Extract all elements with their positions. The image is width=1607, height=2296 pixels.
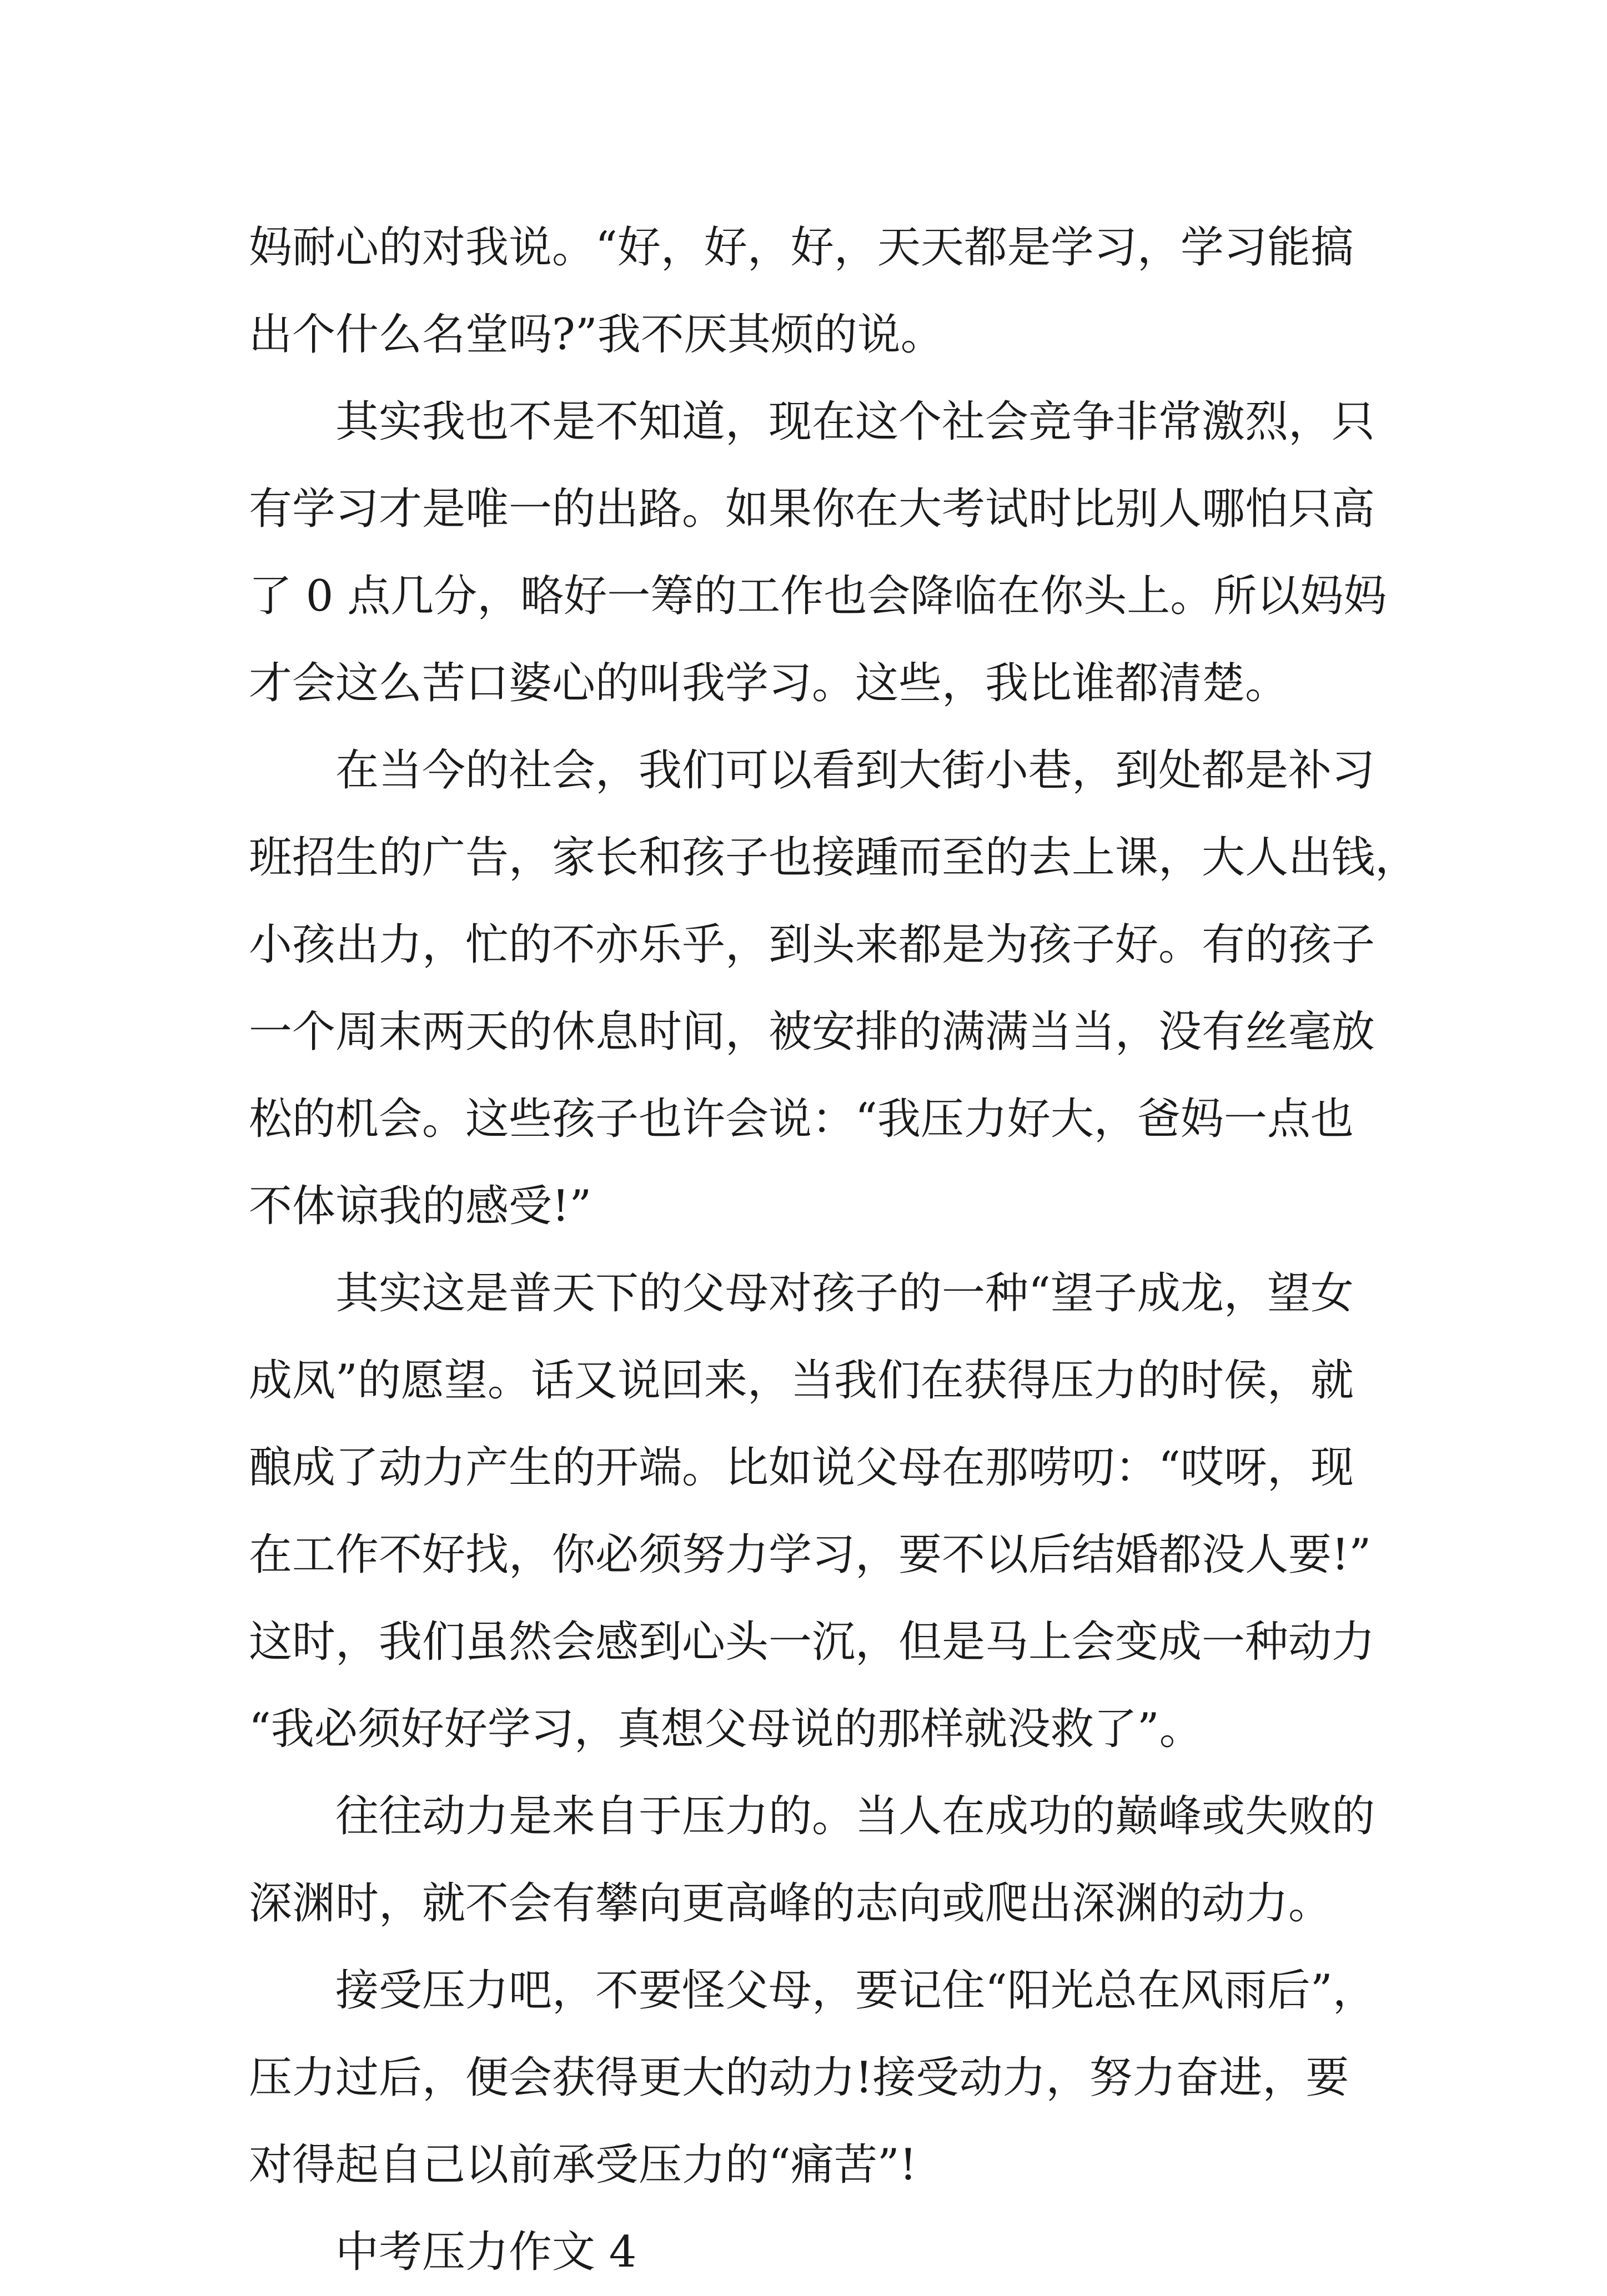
- text-line: 成凤”的愿望。话又说回来，当我们在获得压力的时侯，就: [249, 1356, 1354, 1406]
- essay-body: [249, 204, 1419, 2296]
- text-line: 在工作不好找，你必须努力学习，要不以后结婚都没人要!”: [249, 1530, 1372, 1580]
- text-line: 出个什么名堂吗?”我不厌其烦的说。: [249, 310, 944, 360]
- paragraph-start-line: 往往动力是来自于压力的。当人在成功的巅峰或失败的: [335, 1791, 1375, 1841]
- text-line: 酿成了动力产生的开端。比如说父母在那唠叨：“哎呀，现: [249, 1443, 1354, 1493]
- paragraph-start-line: 接受压力吧，不要怪父母，要记住“阳光总在风雨后”，: [335, 1966, 1376, 2016]
- text-line: 不体谅我的感受!”: [249, 1181, 592, 1231]
- text-line: 有学习才是唯一的出路。如果你在大考试时比别人哪怕只高: [249, 484, 1375, 534]
- text-line: 深渊时，就不会有攀向更高峰的志向或爬出深渊的动力。: [249, 1879, 1332, 1929]
- text-line: 松的机会。这些孩子也许会说：“我压力好大，爸妈一点也: [249, 1094, 1354, 1144]
- text-line: 对得起自己以前承受压力的“痛苦”!: [249, 2140, 917, 2190]
- paragraph-start-line: 其实这是普天下的父母对孩子的一种“望子成龙，望女: [335, 1268, 1354, 1318]
- text-line: 小孩出力，忙的不亦乐乎，到头来都是为孩子好。有的孩子: [249, 920, 1375, 970]
- text-line: 妈耐心的对我说。“好，好，好，天天都是学习，学习能搞: [249, 223, 1354, 273]
- text-line: 才会这么苦口婆心的叫我学习。这些，我比谁都清楚。: [249, 658, 1289, 708]
- text-line: 一个周末两天的休息时间，被安排的满满当当，没有丝毫放: [249, 1007, 1375, 1057]
- section-heading: 中考压力作文 4: [335, 2227, 637, 2277]
- paragraph-start-line: 在当今的社会，我们可以看到大街小巷，到处都是补习: [335, 746, 1375, 795]
- text-line: 这时，我们虽然会感到心头一沉，但是马上会变成一种动力: [249, 1617, 1375, 1667]
- text-line: 压力过后，便会获得更大的动力!接受动力，努力奋进，要: [249, 2053, 1349, 2103]
- text-line: “我必须好好学习，真想父母说的那样就没救了”。: [249, 1704, 1203, 1754]
- paragraph-start-line: 其实我也不是不知道，现在这个社会竞争非常激烈，只: [335, 397, 1375, 447]
- text-line: 班招生的广告，家长和孩子也接踵而至的去上课，大人出钱，: [249, 833, 1419, 883]
- text-line: 了 0 点几分，略好一筹的工作也会降临在你头上。所以妈妈: [249, 571, 1387, 621]
